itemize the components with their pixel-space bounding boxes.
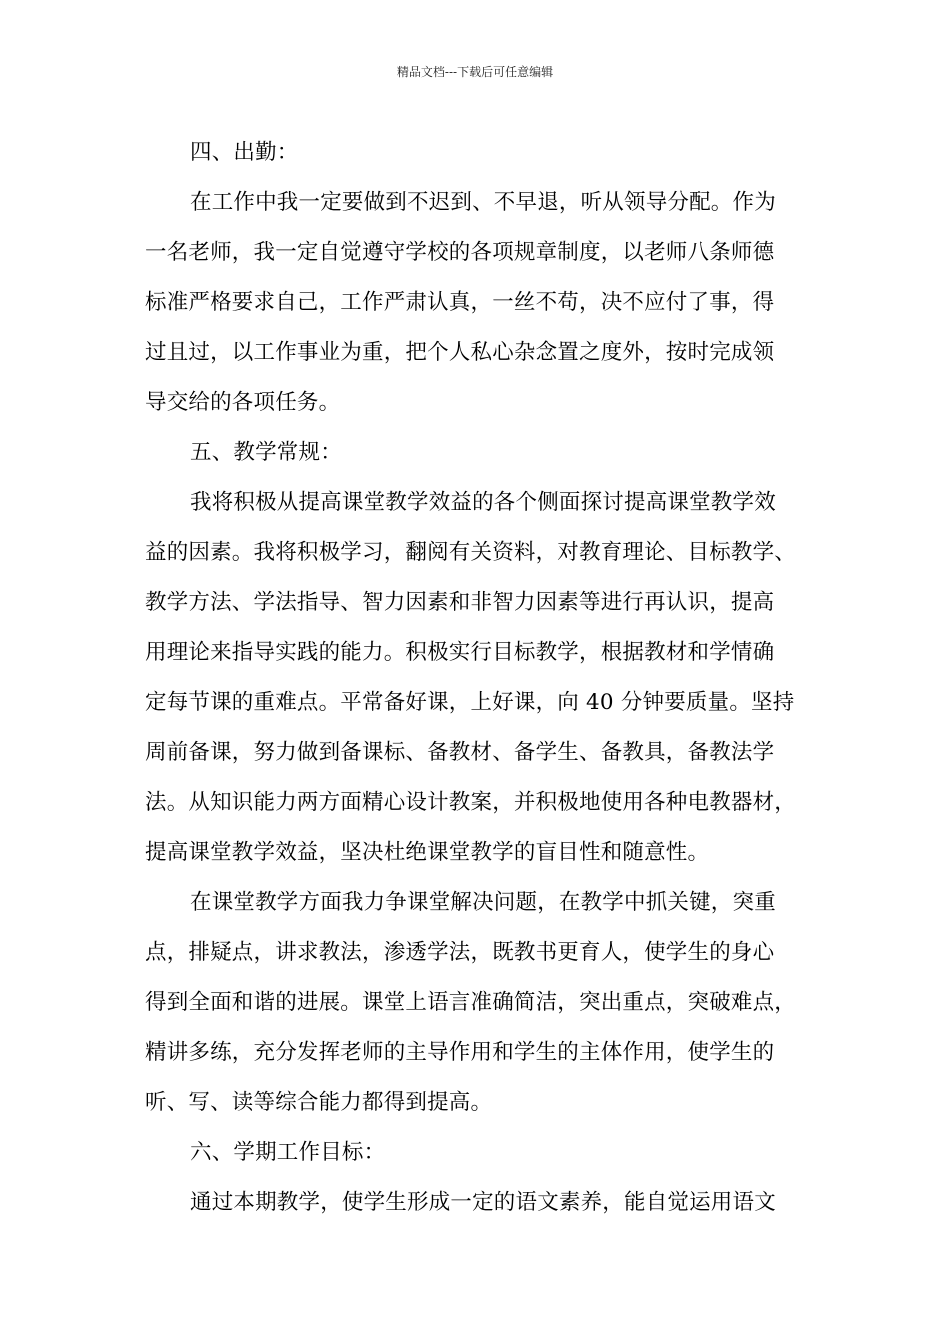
text-line: 精讲多练，充分发挥老师的主导作用和学生的主体作用，使学生的 [145,1040,775,1065]
text-line: 法。从知识能力两方面精心设计教案，并积极地使用各种电教器材， [145,790,797,815]
text-line: 教学方法、学法指导、智力因素和非智力因素等进行再认识，提高 [145,590,775,615]
text-line: 在课堂教学方面我力争课堂解决问题，在教学中抓关键，突重 [190,890,776,915]
text-line: 用理论来指导实践的能力。积极实行目标教学，根据教材和学情确 [145,640,775,665]
text-line: 得到全面和谐的进展。课堂上语言准确简洁，突出重点，突破难点， [145,990,797,1015]
text-line: 点，排疑点，讲求教法，渗透学法，既教书更育人，使学生的身心 [145,940,775,965]
text-line: 五、教学常规： [190,440,342,465]
text-line: 益的因素。我将积极学习，翻阅有关资料，对教育理论、目标教学、 [145,540,797,565]
text-line: 导交给的各项任务。 [145,390,341,415]
text-line: 通过本期教学，使学生形成一定的语文素养，能自觉运用语文 [190,1190,776,1215]
text-line: 周前备课，努力做到备课标、备教材、备学生、备教具，备教法学 [145,740,775,765]
text-line: 提高课堂教学效益，坚决杜绝课堂教学的盲目性和随意性。 [145,840,710,865]
text-line: 一名老师，我一定自觉遵守学校的各项规章制度，以老师八条师德 [145,240,775,265]
text-line: 我将积极从提高课堂教学效益的各个侧面探讨提高课堂教学效 [190,490,776,515]
text-line: 听、写、读等综合能力都得到提高。 [145,1090,493,1115]
text-line: 标准严格要求自己，工作严肃认真，一丝不苟，决不应付了事，得 [145,290,775,315]
text-line: 过且过，以工作事业为重，把个人私心杂念置之度外，按时完成领 [145,340,775,365]
text-line: 六、学期工作目标： [190,1140,386,1165]
text-line: 在工作中我一定要做到不迟到、不早退，听从领导分配。作为 [190,190,776,215]
document-body [145,128,835,1228]
page-header: 精品文档---下载后可任意编辑 [396,65,554,79]
text-line: 四、出勤： [190,140,299,165]
text-line: 定每节课的重难点。平常备好课，上好课，向 40 分钟要质量。坚持 [145,690,795,715]
